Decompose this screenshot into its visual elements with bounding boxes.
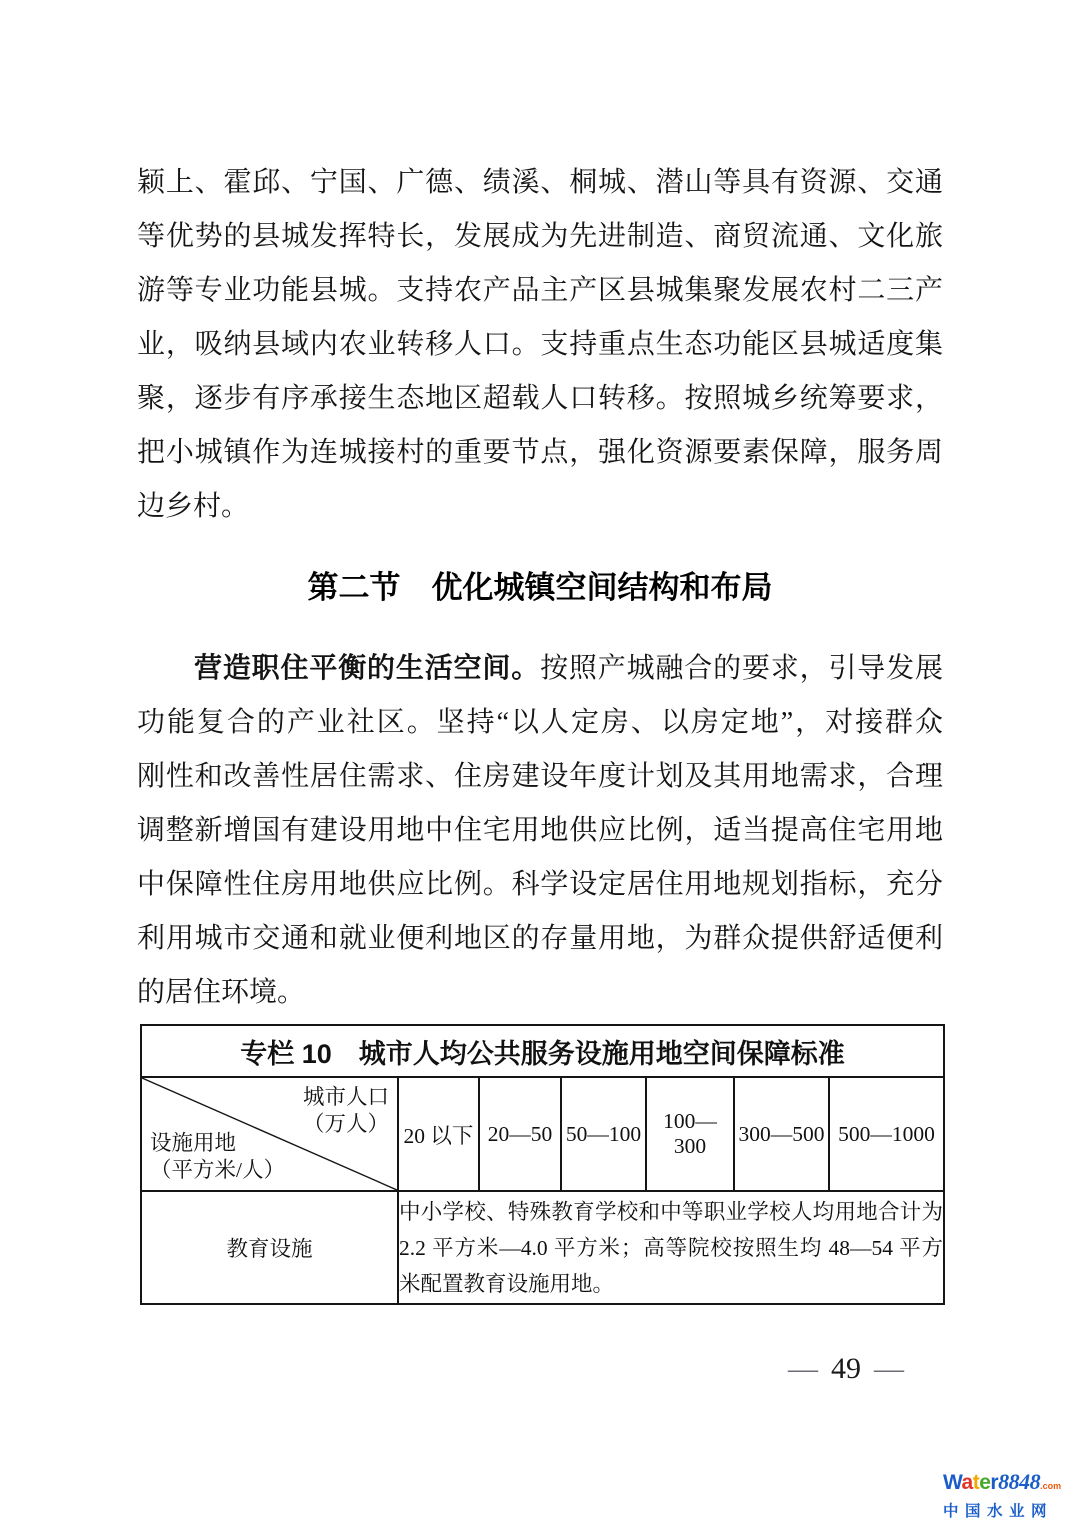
page-number xyxy=(775,1352,917,1386)
text-line: 的居住环境。 xyxy=(137,977,306,1008)
column-header: 20 以下 xyxy=(398,1077,479,1191)
corner-label-line: 城市人口 xyxy=(302,1085,389,1109)
standards-table xyxy=(140,1024,945,1305)
corner-label-facility xyxy=(150,1130,285,1184)
text-line: 功能复合的产业社区。坚持“以人定房、以房定地”，对接群众 xyxy=(137,707,943,738)
corner-label-line: （万人） xyxy=(302,1112,389,1136)
brand-letter: e xyxy=(979,1471,991,1494)
table-header-row xyxy=(141,1077,944,1191)
paragraph xyxy=(137,642,943,1020)
brand-letter: t xyxy=(972,1471,980,1494)
column-header: 50—100 xyxy=(561,1077,646,1191)
brand-tld: .com xyxy=(1040,1481,1062,1491)
page-number-dash: — xyxy=(788,1352,818,1385)
page-number-value: 49 xyxy=(831,1352,861,1385)
brand-letter: r xyxy=(990,1471,999,1494)
lead-emphasis: 营造职住平衡的生活空间。 xyxy=(194,653,541,684)
table-row xyxy=(141,1191,944,1304)
text-line: 调整新增国有建设用地中住宅用地供应比例，适当提高住宅用地 xyxy=(137,815,943,846)
text-line: 游等专业功能县城。支持农产品主产区县城集聚发展农村二三产 xyxy=(137,275,943,306)
text-line: 业，吸纳县域内农业转移人口。支持重点生态功能区县城适度集 xyxy=(137,329,943,360)
corner-label-line: （平方米/人） xyxy=(150,1158,285,1182)
column-header: 20—50 xyxy=(479,1077,561,1191)
text-line: 边乡村。 xyxy=(137,491,250,522)
watermark-subtitle: 中国水业网 xyxy=(943,1503,1054,1520)
watermark-brand xyxy=(943,1471,1075,1497)
text-line: 等优势的县城发挥特长，发展成为先进制造、商贸流通、文化旅 xyxy=(137,221,943,252)
column-header: 500—1000 xyxy=(829,1077,944,1191)
table-title-row xyxy=(141,1025,944,1077)
corner-label-population xyxy=(303,1084,389,1138)
text-line: 把小城镇作为连城接村的重要节点，强化资源要素保障，服务周 xyxy=(137,437,943,468)
paragraph-continuation xyxy=(137,156,943,534)
table-corner-cell xyxy=(141,1077,398,1191)
text-line: 聚，逐步有序承接生态地区超载人口转移。按照城乡统筹要求， xyxy=(137,383,943,414)
brand-letter: a xyxy=(961,1471,973,1494)
corner-label-line: 设施用地 xyxy=(150,1131,237,1155)
row-value: 中小学校、特殊教育学校和中等职业学校人均用地合计为 2.2 平方米—4.0 平方米；高等院校按照生均 48—54 平方米配置教育设施用地。 xyxy=(398,1191,944,1304)
column-header: 100—300 xyxy=(646,1077,734,1191)
text-line: 中保障性住房用地供应比例。科学设定居住用地规划指标，充分 xyxy=(137,869,943,900)
brand-number: 8848 xyxy=(998,1469,1041,1494)
column-header: 300—500 xyxy=(734,1077,829,1191)
row-label: 教育设施 xyxy=(141,1191,398,1304)
table-title: 专栏 10 城市人均公共服务设施用地空间保障标准 xyxy=(141,1025,944,1077)
section-heading: 第二节 优化城镇空间结构和布局 xyxy=(307,570,773,605)
text-run: 按照产城融合的要求，引导发展 xyxy=(540,653,943,684)
text-line: 刚性和改善性居住需求、住房建设年度计划及其用地需求，合理 xyxy=(137,761,943,792)
text-line: 颖上、霍邱、宁国、广德、绩溪、桐城、潜山等具有资源、交通 xyxy=(137,167,943,198)
text-line xyxy=(137,642,943,696)
brand-letter: W xyxy=(943,1471,962,1494)
page-number-dash: — xyxy=(874,1352,904,1385)
watermark-logo xyxy=(943,1471,1075,1521)
text-line: 利用城市交通和就业便利地区的存量用地，为群众提供舒适便利 xyxy=(137,923,943,954)
